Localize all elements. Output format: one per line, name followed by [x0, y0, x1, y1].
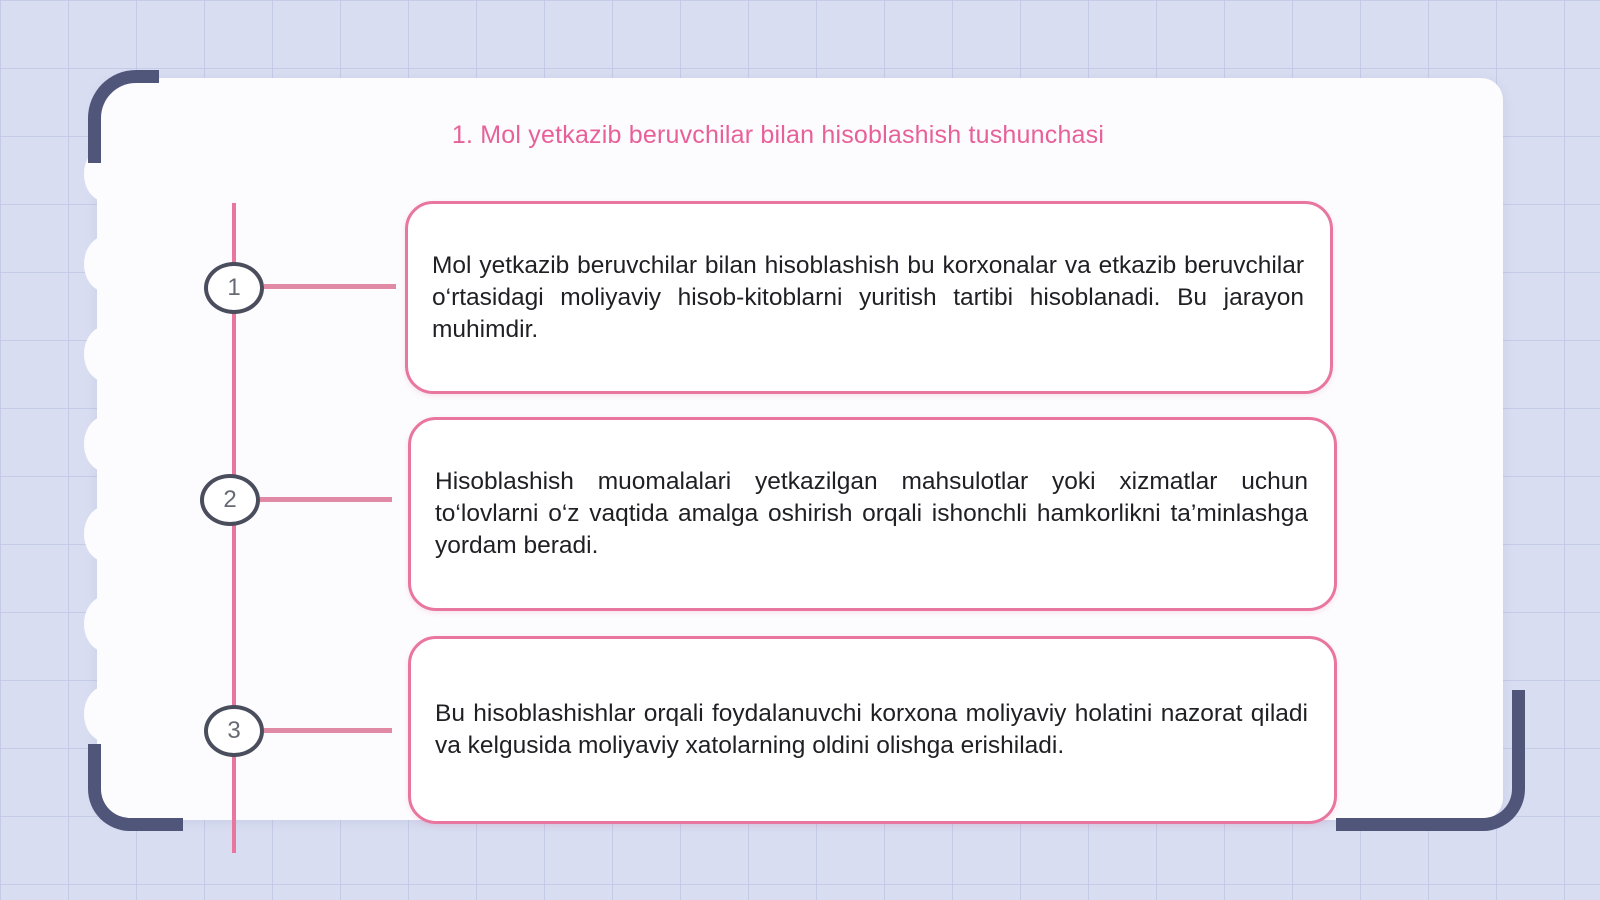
- step-card-1: [405, 201, 1333, 394]
- step-text-2: Hisoblashish muomalalari yetkazilgan mahsulotlar yoki xizmatlar uchun to‘lovlarni o‘z vaqtida amalga oshirish orqali ishonchli hamkorlikni ta’minlashga yordam beradi.: [435, 468, 1308, 559]
- slide-title: [0, 121, 1600, 150]
- corner-bracket-bottom-right: [1336, 690, 1525, 831]
- corner-bracket-bottom-left: [88, 744, 183, 831]
- timeline-connector-2: [260, 497, 392, 502]
- step-number-1: 1: [204, 262, 264, 314]
- step-card-3: [408, 636, 1337, 824]
- timeline-connector-1: [264, 284, 396, 289]
- step-card-2: [408, 417, 1337, 611]
- paper-edge-scallop: [84, 596, 128, 652]
- slide-title-text: 1. Mol yetkazib beruvchilar bilan hisoblashish tushunchasi: [451, 121, 1105, 149]
- paper-edge-scallop: [84, 416, 128, 472]
- step-text-3: Bu hisoblashishlar orqali foydalanuvchi korxona moliyaviy holatini nazorat qiladi va kelgusida moliyaviy xatolarning oldini olishga erishiladi.: [435, 700, 1308, 759]
- paper-edge-scallop: [84, 686, 128, 742]
- paper-edge-scallop: [84, 326, 128, 382]
- step-text-1: Mol yetkazib beruvchilar bilan hisoblashish bu korxonalar va etkazib beruvchilar o‘rtasidagi moliyaviy hisob-kitoblarni yuritish tartibi hisoblanadi. Bu jarayon muhimdir.: [432, 251, 1304, 343]
- step-number-3: 3: [204, 705, 264, 757]
- paper-edge-scallop: [84, 236, 128, 292]
- paper-edge-scallop: [84, 506, 128, 562]
- timeline-connector-3: [264, 728, 392, 733]
- step-number-2: 2: [200, 474, 260, 526]
